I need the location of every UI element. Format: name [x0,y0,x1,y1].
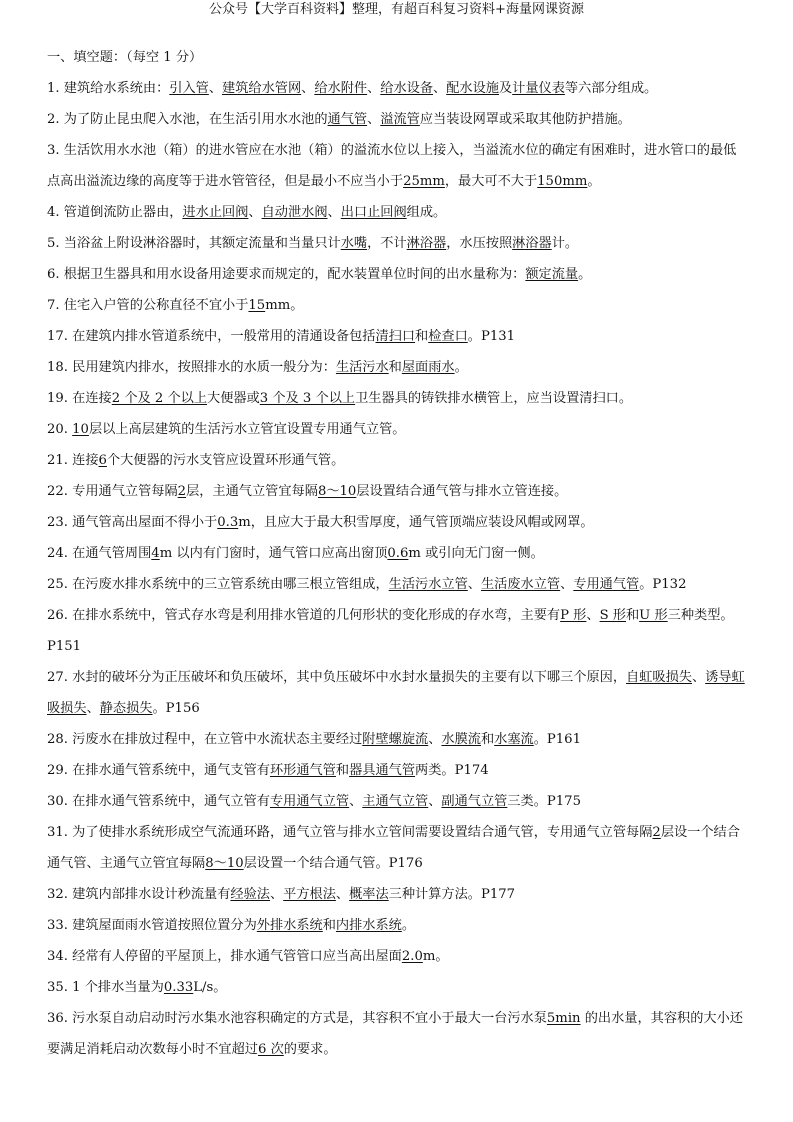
answer-blank: 诱导虹吸损失 [47,670,745,716]
question-text: 和 [415,329,429,344]
answer-blank: U 形 [639,608,668,623]
question-text: 32. 建筑内部排水设计秒流量有 [47,887,231,902]
question-item [47,197,747,228]
question-text: 。P132 [639,577,687,592]
answer-blank: 溢流管 [380,112,420,127]
question-text: 5. 当浴盆上附设淋浴器时，其额定流量和当量只计 [47,236,341,251]
question-text: 18. 民用建筑内排水，按照排水的水质一般分为： [47,360,336,375]
question-text: ，最大可不大于 [444,174,538,189]
question-text: 、 [560,577,574,592]
question-text: 2. 为了防止昆虫爬入水池，在生活引用水水池的 [47,112,328,127]
answer-blank: 0.6 [387,546,409,561]
question-text: 26. 在排水系统中，管式存水弯是利用排水管道的几何形状的变化形成的存水弯，主要有 [47,608,561,623]
answer-blank: 出口止回阀 [340,205,407,220]
question-item [47,259,747,290]
question-text: 31. 为了使排水系统形成空气流通环路，通气立管与排水立管间需要设置结合通气管，专用通气立管每隔 [47,825,653,840]
questions-container [47,73,747,1065]
answer-blank: 生活废水立管 [480,577,561,592]
answer-blank: P 形 [560,608,587,623]
question-text: 1. 建筑给水系统由： [47,81,170,96]
question-item [47,724,747,755]
question-text: 24. 在通气管周围 [47,546,152,561]
question-text: 和 [388,360,402,375]
question-item [47,817,747,879]
answer-blank: 2 个及 2 个以上 [111,391,208,406]
question-text: 、 [428,732,442,747]
answer-blank: 专用通气立管 [269,794,350,809]
question-item [47,290,747,321]
answer-blank: 淋浴器 [406,236,447,251]
answer-blank: 检查口 [428,329,468,344]
question-text: 层设一个结合通气管、主通气立管宜每隔 [47,825,740,871]
answer-blank: 附壁螺旋流 [362,732,429,747]
answer-blank: 给水附件 [314,81,368,96]
question-item [47,445,747,476]
question-item [47,972,747,1003]
question-list [47,42,747,1065]
answer-blank: 静态损失 [99,701,153,716]
question-text: 17. 在建筑内排水管道系统中，一般常用的清通设备包括 [47,329,376,344]
answer-blank: 5min [546,1011,581,1026]
page-header: 公众号【大学百科资料】整理，有超百科复习资料+海量网课资源 [209,2,584,17]
answer-blank: 计量仪表 [512,81,565,96]
question-item [47,569,747,600]
answer-blank: 副通气立管 [441,794,508,809]
question-item [47,879,747,910]
question-text: 三种计算方法。P177 [388,887,516,902]
question-text: 、 [349,794,363,809]
answer-blank: 150mm [537,174,588,189]
answer-blank: 水膜流 [441,732,481,747]
answer-blank: 自动泄水阀 [261,205,328,220]
answer-blank: 内排水系统 [335,918,402,933]
question-text: 和 [480,732,495,747]
question-item [47,352,747,383]
question-text: 、 [208,81,223,96]
answer-blank: 平方根法 [283,887,336,902]
question-text: 和 [625,608,640,623]
question-item [47,538,747,569]
answer-blank: 10 [72,422,89,437]
question-text: 7. 住宅入户管的公称直径不宜小于 [47,298,249,313]
question-text: 等六部分组成。 [564,81,658,96]
answer-blank: 经验法 [230,887,270,902]
question-text: 两类。P174 [415,763,489,778]
answer-blank: 概率法 [349,887,389,902]
answer-blank: 主通气立管 [362,794,429,809]
answer-blank: 专用通气管 [573,577,640,592]
question-item [47,321,747,352]
question-text: m。 [422,949,449,964]
question-text: 层以上高层建筑的生活污水立管宜设置专用通气立管。 [88,422,406,437]
question-text: 23. 通气管高出屋面不得小于 [47,515,218,530]
question-text: 。 [401,918,416,933]
question-text: 34. 经常有人停留的平屋顶上，排水通气管管口应当高出屋面 [47,949,402,964]
question-item [47,228,747,259]
question-text: 三类。P175 [507,794,581,809]
question-text: 和 [335,763,350,778]
question-text: 大便器或 [207,391,260,406]
question-text: 、 [367,112,381,127]
answer-blank: 通气管 [327,112,368,127]
question-text: 的要求。 [283,1042,337,1057]
question-text: 30. 在排水通气管系统中，通气立管有 [47,794,270,809]
question-text: 33. 建筑屋面雨水管道按照位置分为 [47,918,257,933]
answer-blank: 6 [98,453,107,468]
question-text: 、 [586,608,600,623]
question-item [47,507,747,538]
question-text: 三种类型。P151 [47,608,734,654]
question-text: 4. 管道倒流防止器由， [47,205,183,220]
question-text: 层设置一个结合通气管。P176 [243,856,423,871]
question-text: 36. 污水泵自动启动时污水集水池容积确定的方式是，其容积不宜小于最大一台污水泵 [47,1011,547,1026]
answer-blank: 8～10 [205,856,244,871]
answer-blank: 生活污水 [335,360,389,375]
question-text: 、 [335,887,350,902]
question-item [47,662,747,724]
question-item [47,786,747,817]
question-text: ，不计 [367,236,407,251]
question-item [47,1003,747,1065]
question-text: m，且应大于最大积雪厚度，通气管顶端应装设风帽或网罩。 [238,515,594,530]
question-text: 和 [322,918,336,933]
answer-blank: 清扫口 [375,329,416,344]
question-text: 应当装设网罩或采取其他防护措施。 [419,112,631,127]
section-title: 一、填空题：（每空 1 分） [47,50,203,65]
answer-blank: 器具通气管 [349,763,416,778]
question-text: 及 [498,81,513,96]
question-text: 。 [578,267,592,282]
question-text: 21. 连接 [47,453,99,468]
answer-blank: 15 [248,298,266,313]
question-text: 、 [367,81,381,96]
question-text: 、 [269,887,284,902]
answer-blank: S 形 [599,608,626,623]
answer-blank: 水塞流 [494,732,534,747]
question-text: 。P161 [533,732,581,747]
answer-blank: 配水设施 [446,81,499,96]
question-text: 、 [691,670,706,685]
question-text: 层设置结合通气管与排水立管连接。 [356,484,568,499]
question-text: 、 [327,205,341,220]
question-text: 。P156 [152,701,200,716]
answer-blank: 生活污水立管 [388,577,468,592]
answer-blank: 4 [151,546,160,561]
answer-blank: 淋浴器 [512,236,552,251]
question-text: 、 [428,794,442,809]
question-text: 的出水量，其容积的大小还要满足消耗启动次数每小时不宜超过 [47,1011,743,1057]
answer-blank: 2.0 [401,949,423,964]
question-text: 。 [587,174,601,189]
question-text: 3. 生活饮用水水池（箱）的进水管应在水池（箱）的溢流水位以上接入，当溢流水位的确定有困难时，进水管口的最低点高出溢流边缘的高度等于进水管管径，但是最小不应当小于 [47,143,737,189]
question-text: 、 [467,577,481,592]
answer-blank: 给水设备 [380,81,434,96]
question-text: 计。 [551,236,579,251]
answer-blank: 0.3 [217,515,239,530]
answer-blank: 水嘴 [340,236,368,251]
question-text: 。P131 [467,329,516,344]
question-text: 卫生器具的铸铁排水横管上，应当设置清扫口。 [355,391,633,406]
question-text: 35. 1 个排水当量为 [47,980,164,995]
question-text: 29. 在排水通气管系统中，通气支管有 [47,763,270,778]
question-item [47,135,747,197]
question-item [47,104,747,135]
question-text: 、 [248,205,262,220]
question-item [47,600,747,662]
question-text: 层，主通气立管宜每隔 [186,484,318,499]
question-text: 6. 根据卫生器具和用水设备用途要求而规定的，配水装置单位时间的出水量称为： [47,267,526,282]
question-text: 个大便器的污水支管应设置环形通气管。 [106,453,345,468]
answer-blank: 3 个及 3 个以上 [259,391,356,406]
question-text: m 或引向无门窗一侧。 [408,546,544,561]
answer-blank: 建筑给水管网 [222,81,302,96]
question-text: 、 [433,81,447,96]
answer-blank: 进水止回阀 [182,205,249,220]
answer-blank: 自虹吸损失 [626,670,692,685]
question-item [47,383,747,414]
question-item [47,73,747,104]
question-text: 、 [86,701,100,716]
answer-blank: 额定流量 [525,267,579,282]
question-text: 28. 污废水在排放过程中，在立管中水流状态主要经过 [47,732,363,747]
question-item [47,941,747,972]
question-text: 。 [454,360,468,375]
answer-blank: 8～10 [317,484,357,499]
question-text: 25. 在污废水排水系统中的三立管系统由哪三根立管组成， [47,577,389,592]
answer-blank: 环形通气管 [269,763,336,778]
answer-blank: 屋面雨水 [401,360,455,375]
answer-blank: 0.33 [163,980,194,995]
answer-blank: 25mm [403,174,445,189]
answer-blank: 2 [652,825,661,840]
question-text: L/s。 [193,980,227,995]
question-text: ，水压按照 [446,236,513,251]
answer-blank: 2 [177,484,187,499]
question-text: 、 [301,81,315,96]
question-text: 27. 水封的破坏分为正压破坏和负压破坏，其中负压破坏中水封水量损失的主要有以下哪三个原因， [47,670,627,685]
question-item [47,476,747,507]
question-text: 19. 在连接 [47,391,112,406]
question-item [47,414,747,445]
answer-blank: 引入管 [169,81,209,96]
question-item [47,910,747,941]
question-text: 组成。 [406,205,447,220]
question-item [47,755,747,786]
question-text: 20. [47,422,73,437]
question-text: m 以内有门窗时，通气管口应高出窗顶 [159,546,388,561]
answer-blank: 6 次 [258,1042,284,1057]
question-text: mm。 [265,298,304,313]
answer-blank: 外排水系统 [256,918,323,933]
question-text: 22. 专用通气立管每隔 [47,484,178,499]
